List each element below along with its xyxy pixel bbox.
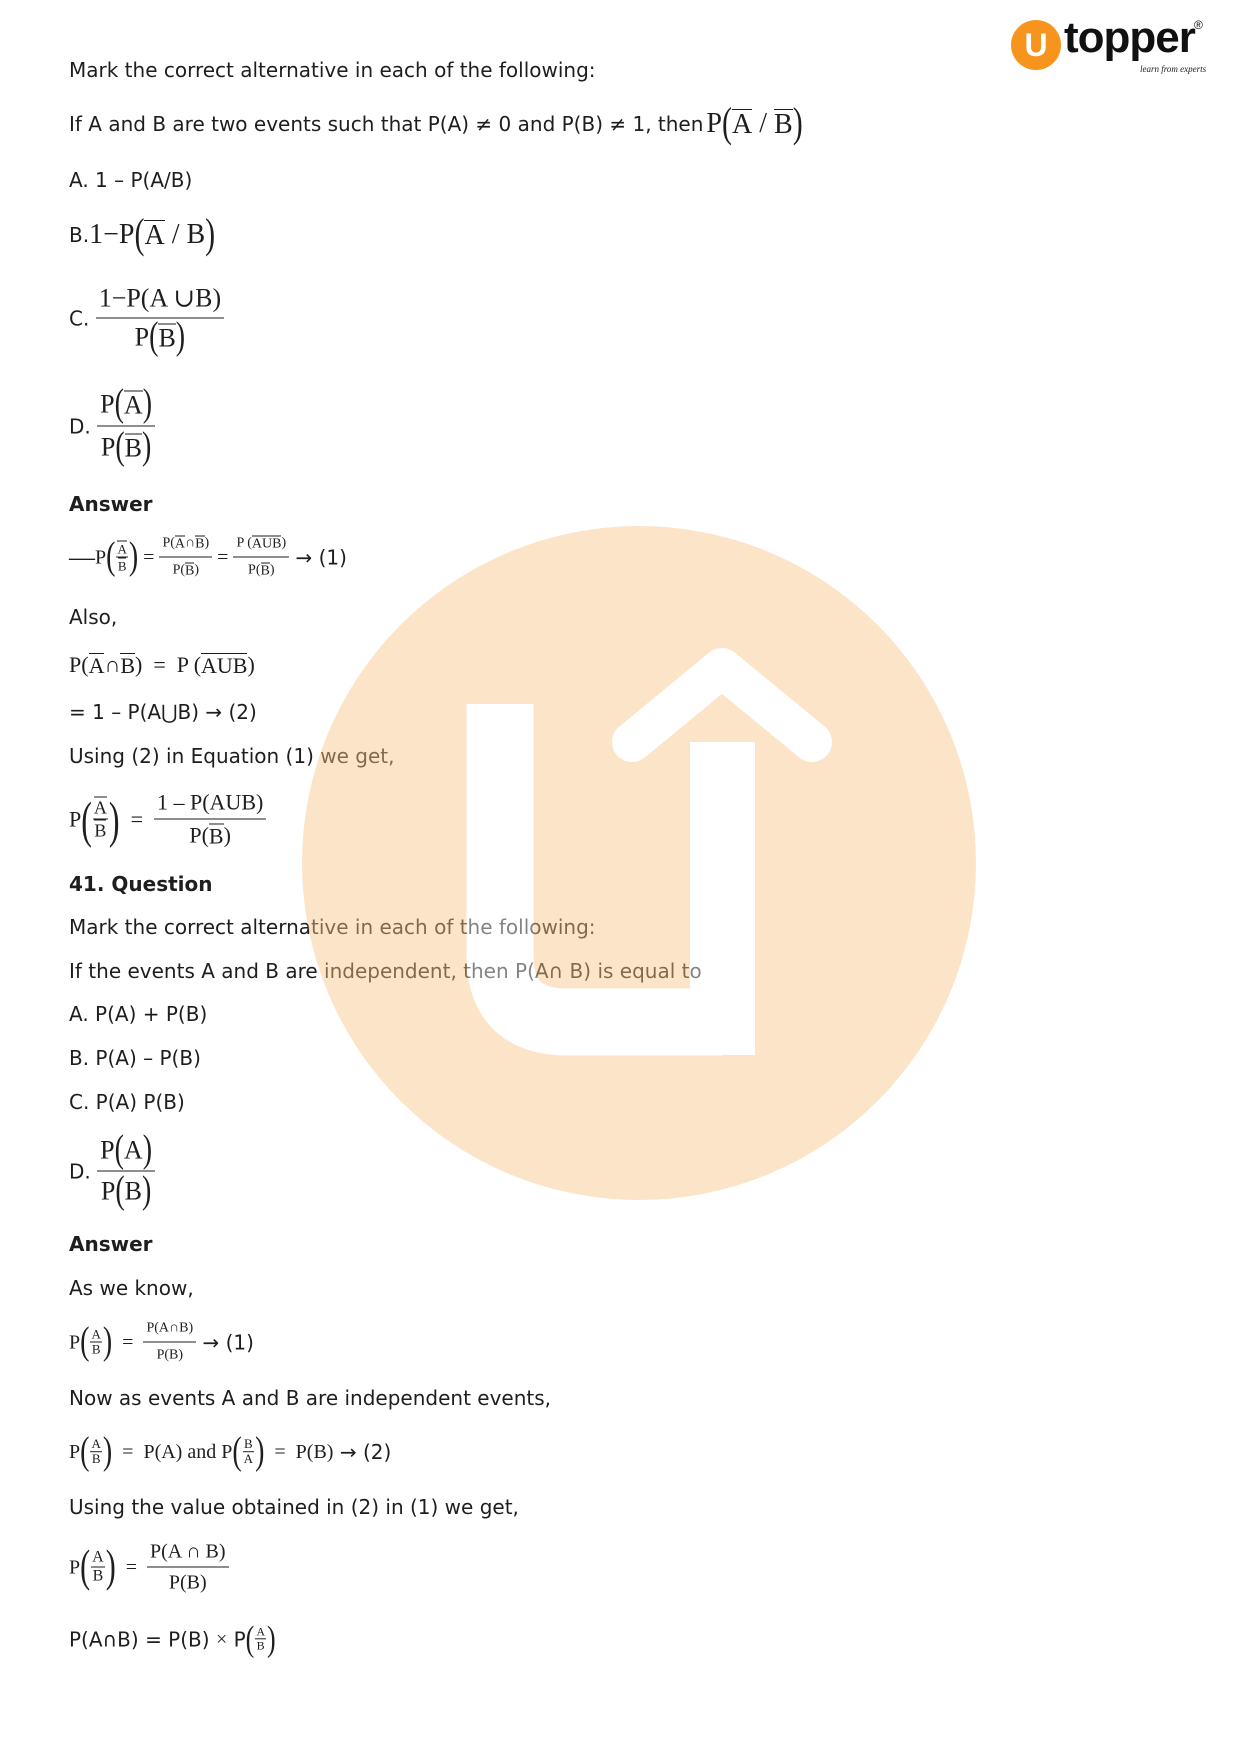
close-paren: ) <box>141 425 152 469</box>
q40-answer-eq1 <box>69 532 347 583</box>
text: P(A∩B) = P(B) <box>69 1627 216 1651</box>
a-bar: A <box>123 390 143 420</box>
topper-logo-text: topper <box>1064 13 1195 62</box>
fraction <box>154 788 266 851</box>
topper-logo-mark: U <box>1011 20 1061 70</box>
math-p: P <box>100 389 115 419</box>
text: P( <box>69 652 89 677</box>
fraction <box>143 1317 196 1368</box>
close-paren: ) <box>141 1169 152 1213</box>
text: ) <box>194 562 200 578</box>
text: P <box>227 1627 246 1651</box>
b-bar: B <box>158 323 176 353</box>
numerator-text: 1−P(A ∪B) <box>98 283 222 313</box>
option-label: B. <box>69 223 90 247</box>
q41-answer-heading: Answer <box>69 1232 153 1256</box>
slash: / <box>752 108 775 139</box>
q41-answer-know: As we know, <box>69 1276 194 1300</box>
math-p: P <box>100 1135 115 1165</box>
open-paren: ( <box>115 1169 125 1213</box>
q40-option-c <box>69 281 224 359</box>
stacked-numerator <box>116 540 127 557</box>
text: ) <box>135 652 143 677</box>
aub-bar: AUB <box>201 653 248 678</box>
equals-sign: = <box>115 1556 147 1578</box>
math-p: P <box>69 1441 81 1463</box>
numerator <box>96 281 224 319</box>
denominator <box>98 1169 154 1213</box>
text: P(A) and P <box>143 1441 233 1463</box>
numerator: P(A ∩ B) <box>147 1538 229 1568</box>
denominator: P(B) <box>156 1347 184 1363</box>
denominator <box>245 558 277 583</box>
open-paren: ( <box>80 1541 91 1591</box>
option-label: C. <box>69 306 96 330</box>
close-paren: ) <box>128 534 139 578</box>
equation-reference: → (1) <box>289 545 347 569</box>
numerator: P(A∩B) <box>143 1317 196 1343</box>
numerator <box>159 532 212 558</box>
text: P( <box>189 822 209 848</box>
q41-option-c: C. P(A) P(B) <box>69 1090 185 1114</box>
open-paren: ( <box>106 534 116 578</box>
close-paren: ) <box>255 1429 265 1473</box>
q41-option-d <box>69 1128 155 1213</box>
logo-tagline: learn from experts <box>1140 64 1207 74</box>
fraction <box>159 532 212 583</box>
q40-stem <box>69 100 803 147</box>
close-paren: ) <box>105 1541 116 1591</box>
stacked-numerator: A <box>91 1326 101 1342</box>
leading-dash: — <box>69 542 95 571</box>
q41-stem: If the events A and B are independent, then P(A∩ B) is equal to <box>69 959 702 983</box>
a-bar: A <box>93 797 107 818</box>
close-paren: ) <box>205 211 216 258</box>
numerator <box>97 1128 155 1172</box>
stacked-numerator: A <box>91 1436 101 1452</box>
fraction <box>97 1128 155 1213</box>
math-p: P <box>134 322 150 352</box>
stacked-denominator <box>93 820 107 842</box>
q40-stem-math <box>706 100 803 147</box>
text: ) <box>281 535 287 551</box>
open-paren: ( <box>115 425 125 469</box>
stacked-denominator: B <box>92 1567 104 1585</box>
equals-sign: = <box>264 1441 296 1463</box>
open-paren: ( <box>80 1319 90 1363</box>
numerator <box>233 532 289 558</box>
denominator: P(B) <box>168 1571 207 1594</box>
math-b: B <box>124 1176 142 1206</box>
stacked-denominator: A <box>243 1451 254 1467</box>
open-paren: ( <box>722 100 732 147</box>
times-symbol: × <box>215 1628 228 1650</box>
text: ) <box>204 535 210 551</box>
equals-sign: = <box>119 806 154 831</box>
open-paren: ( <box>114 382 124 426</box>
q41-answer-eq2 <box>69 1429 392 1473</box>
close-paren: ) <box>792 100 803 147</box>
stacked-fraction <box>90 1327 101 1357</box>
stacked-numerator: A <box>256 1624 265 1639</box>
denominator <box>132 315 188 359</box>
numerator-text: 1 – P(AUB) <box>156 789 264 815</box>
q41-option-a: A. P(A) + P(B) <box>69 1002 208 1026</box>
text: P(B) <box>295 1441 334 1463</box>
a-bar: A <box>117 541 127 557</box>
close-paren: ) <box>102 1319 113 1363</box>
text: P ( <box>236 535 252 551</box>
fraction <box>233 532 289 583</box>
b-bar: B <box>185 563 195 579</box>
open-paren: ( <box>245 1618 255 1659</box>
stacked-numerator: A <box>92 1548 104 1566</box>
q40-instruction: Mark the correct alternative in each of the following: <box>69 58 596 82</box>
q40-answer-eq4 <box>69 788 266 851</box>
q40-stem-text: If A and B are two events such that P(A) ≠ 0 and P(B) ≠ 1, then <box>69 112 704 136</box>
stacked-denominator: B <box>256 1638 265 1653</box>
open-paren: ( <box>149 315 159 359</box>
close-paren: ) <box>175 315 186 359</box>
equals-sign: = <box>142 652 177 677</box>
q41-heading: 41. Question <box>69 872 213 896</box>
open-paren: ( <box>81 790 92 848</box>
a-bar: A <box>88 653 105 678</box>
math-b: B <box>186 219 206 250</box>
stacked-fraction <box>90 1437 101 1467</box>
watermark-circle <box>302 526 976 1200</box>
math-p: P <box>100 1176 116 1206</box>
q41-option-b: B. P(A) – P(B) <box>69 1046 201 1070</box>
close-paren: ) <box>108 790 120 848</box>
q40-option-a: A. 1 – P(A/B) <box>69 168 193 192</box>
option-b-math <box>89 211 216 258</box>
math-p: P <box>69 1556 81 1578</box>
close-paren: ) <box>266 1618 276 1659</box>
b-bar: B <box>774 109 793 140</box>
math-lead: 1−P <box>89 219 135 250</box>
stacked-fraction <box>116 540 127 574</box>
stacked-denominator <box>117 558 128 574</box>
equation-reference: → (1) <box>196 1330 254 1354</box>
text: P( <box>162 535 175 551</box>
open-paren: ( <box>232 1429 242 1473</box>
math-p: P <box>69 1331 81 1353</box>
intersection-symbol: ∩ <box>104 652 121 677</box>
option-label: D. <box>69 1159 98 1183</box>
open-paren: ( <box>80 1429 90 1473</box>
text: P( <box>248 562 261 578</box>
q41-answer-using: Using the value obtained in (2) in (1) we get, <box>69 1495 519 1519</box>
slash: / <box>164 219 187 250</box>
equals-sign: = <box>112 1331 144 1353</box>
watermark-arrow-head <box>632 668 812 742</box>
option-label: D. <box>69 414 98 438</box>
stacked-numerator <box>93 797 108 820</box>
stacked-denominator: B <box>91 1341 101 1357</box>
open-paren: ( <box>134 211 145 258</box>
equals-sign: = <box>138 546 160 568</box>
math-p: P <box>69 806 82 831</box>
math-p: P <box>706 108 722 139</box>
b-bar: B <box>260 563 270 579</box>
q40-answer-eq3: = 1 – P(A⋃B) → (2) <box>69 700 257 724</box>
b-bar: B <box>117 558 127 574</box>
b-bar: B <box>195 536 205 552</box>
q40-answer-eq2 <box>69 653 255 677</box>
a-bar: A <box>144 220 165 251</box>
fraction <box>96 281 224 359</box>
math-a: A <box>123 1135 143 1165</box>
q40-option-b <box>69 211 216 258</box>
fraction <box>147 1538 229 1597</box>
q41-answer-eq4 <box>69 1618 276 1659</box>
a-bar: A <box>732 109 753 140</box>
q41-answer-eq1 <box>69 1317 254 1368</box>
watermark-arrow-shaft <box>690 742 755 1055</box>
a-bar: A <box>174 536 186 552</box>
q41-instruction: Mark the correct alternative in each of the following: <box>69 915 596 939</box>
stacked-fraction <box>243 1437 254 1467</box>
numerator <box>97 382 155 427</box>
equation-reference: → (2) <box>333 1440 392 1464</box>
stacked-numerator: B <box>244 1436 253 1452</box>
q40-answer-also: Also, <box>69 605 118 629</box>
q40-answer-heading: Answer <box>69 492 153 516</box>
stacked-fraction <box>91 1549 105 1585</box>
close-paren: ) <box>142 1128 153 1172</box>
close-paren: ) <box>142 382 153 426</box>
b-bar: B <box>94 820 107 841</box>
intersection-symbol: ∩ <box>185 535 196 551</box>
stacked-fraction <box>93 797 108 842</box>
text: P( <box>172 562 186 578</box>
registered-mark: ® <box>1194 18 1203 32</box>
numerator <box>154 788 266 820</box>
math-p: P <box>95 546 107 568</box>
text: ) <box>269 562 275 578</box>
denominator <box>186 820 234 851</box>
denominator <box>98 427 154 468</box>
aub-bar: AUB <box>251 536 282 552</box>
text: ) <box>223 822 231 848</box>
stacked-fraction <box>255 1625 266 1652</box>
stacked-denominator: B <box>91 1451 101 1467</box>
fraction <box>97 382 155 469</box>
close-paren: ) <box>102 1429 113 1473</box>
denominator <box>170 558 202 583</box>
b-bar: B <box>208 823 224 849</box>
math-p: P <box>100 432 116 462</box>
q40-option-d <box>69 382 155 469</box>
q41-answer-independent: Now as events A and B are independent events, <box>69 1386 552 1410</box>
b-bar: B <box>124 433 142 463</box>
b-bar: B <box>120 653 136 678</box>
equals-sign: = <box>112 1441 144 1463</box>
q41-answer-eq3 <box>69 1538 229 1597</box>
q40-answer-using: Using (2) in Equation (1) we get, <box>69 744 395 768</box>
open-paren: ( <box>114 1128 124 1172</box>
equals-sign: = <box>212 546 234 568</box>
text: P ( <box>176 652 202 677</box>
text: ) <box>247 652 255 677</box>
